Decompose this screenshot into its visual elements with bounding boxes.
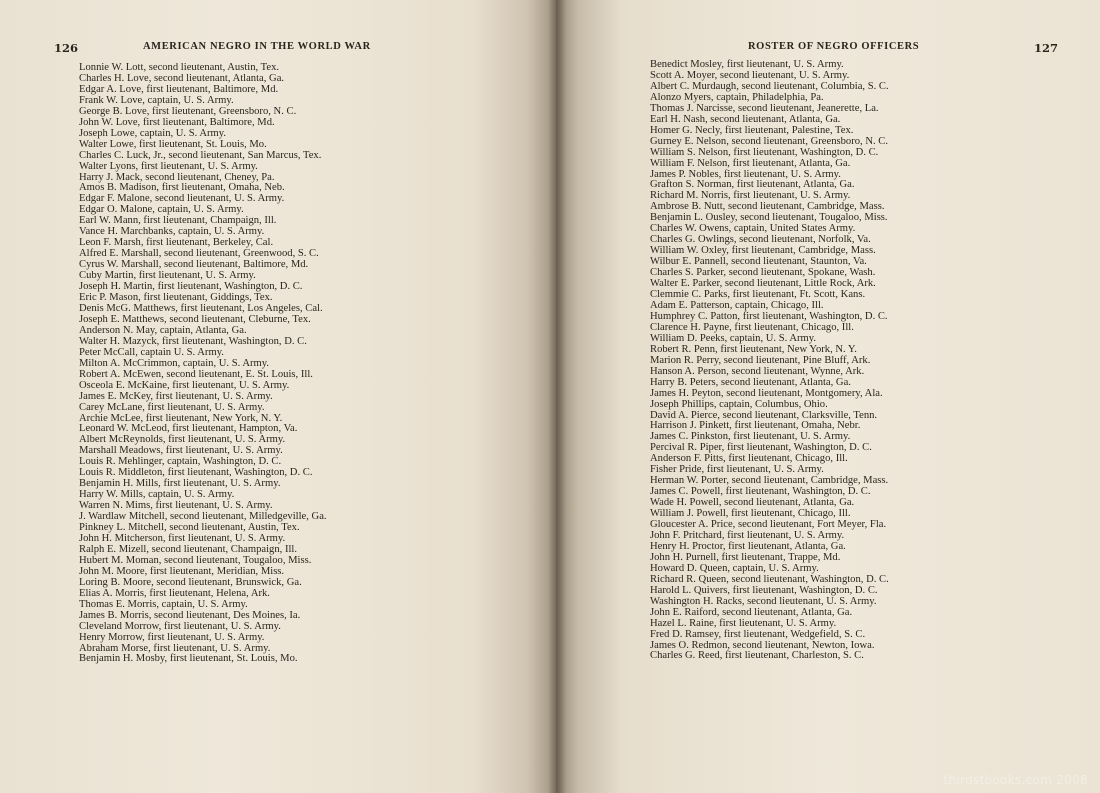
roster-entry: Charles H. Love, second lieutenant, Atlanta, Ga.	[79, 72, 285, 84]
roster-entry: Earl W. Mann, first lieutenant, Champaign, Ill.	[79, 215, 277, 227]
roster-entry: Herman W. Porter, second lieutenant, Cambridge, Mass.	[650, 475, 889, 487]
roster-entry: Wilbur E. Pannell, second lieutenant, Staunton, Va.	[650, 256, 867, 268]
watermark: thirdstbooks.com 2008	[943, 773, 1088, 787]
roster-entry: Henry H. Proctor, first lieutenant, Atlanta, Ga.	[650, 540, 846, 552]
roster-entry: Loring B. Moore, second lieutenant, Brunswick, Ga.	[79, 576, 302, 588]
roster-entry: James C. Pinkston, first lieutenant, U. S. Army.	[650, 431, 851, 443]
roster-entry: Joseph E. Matthews, second lieutenant, Cleburne, Tex.	[79, 313, 311, 325]
running-head: ROSTER OF NEGRO OFFICERS	[748, 41, 920, 52]
roster-entry: Percival R. Piper, first lieutenant, Washington, D. C.	[650, 442, 872, 454]
roster-entry: Louis R. Mehlinger, captain, Washington, D. C.	[79, 456, 282, 468]
roster-entry: Walter Lowe, first lieutenant, St. Louis, Mo.	[79, 138, 267, 150]
roster-entry: Denis McG. Matthews, first lieutenant, Los Angeles, Cal.	[79, 302, 323, 314]
roster-entry: Carey McLane, first lieutenant, U. S. Army.	[79, 401, 265, 413]
roster-entry: Charles G. Reed, first lieutenant, Charleston, S. C.	[650, 650, 864, 662]
roster-entry: Elias A. Morris, first lieutenant, Helena, Ark.	[79, 587, 270, 599]
roster-entry: Alonzo Myers, captain, Philadelphia, Pa.	[650, 91, 824, 103]
roster-entry: Leon F. Marsh, first lieutenant, Berkeley, Cal.	[79, 237, 274, 249]
roster-entry: Lonnie W. Lott, second lieutenant, Austin, Tex.	[79, 62, 280, 73]
roster-entry: James H. Peyton, second lieutenant, Montgomery, Ala.	[650, 387, 883, 399]
roster-entry: Benedict Mosley, first lieutenant, U. S. Army.	[650, 59, 844, 70]
roster-entry: John E. Raiford, second lieutenant, Atlanta, Ga.	[650, 606, 853, 618]
roster-entry: Henry Morrow, first lieutenant, U. S. Army.	[79, 631, 265, 643]
roster-entry: George B. Love, first lieutenant, Greensboro, N. C.	[79, 105, 297, 117]
roster-entry: Peter McCall, captain U. S. Army.	[79, 346, 224, 358]
roster-entry: Benjamin L. Ousley, second lieutenant, Tougaloo, Miss.	[650, 212, 888, 224]
roster-entry: Hubert M. Moman, second lieutenant, Tougaloo, Miss.	[79, 554, 312, 566]
roster-entry: Cyrus W. Marshall, second lieutenant, Baltimore, Md.	[79, 259, 309, 271]
roster-entry: John F. Pritchard, first lieutenant, U. S. Army.	[650, 529, 845, 541]
roster-entry: Cuby Martin, first lieutenant, U. S. Army.	[79, 270, 256, 282]
roster-entry: Harry W. Mills, captain, U. S. Army.	[79, 489, 235, 501]
roster-entry: Harry J. Mack, second lieutenant, Cheney, Pa.	[79, 171, 275, 183]
roster-entry: Vance H. Marchbanks, captain, U. S. Army.	[79, 226, 265, 238]
roster-entry: Fred D. Ramsey, first lieutenant, Wedgefield, S. C.	[650, 628, 866, 640]
roster-entry: Harold L. Quivers, first lieutenant, Washington, D. C.	[650, 584, 878, 596]
page-number: 127	[1034, 41, 1059, 55]
roster-entry: Leonard W. McLeod, first lieutenant, Hampton, Va.	[79, 423, 298, 435]
roster-entry: Abraham Morse, first lieutenant, U. S. Army.	[79, 642, 271, 654]
roster-entry: Thomas J. Narcisse, second lieutenant, Jeanerette, La.	[650, 102, 879, 114]
roster-entry: Robert R. Penn, first lieutenant, New York, N. Y.	[650, 343, 857, 355]
roster-entry: Osceola E. McKaine, first lieutenant, U. S. Army.	[79, 379, 290, 391]
roster-entry: Gloucester A. Price, second lieutenant, Fort Meyer, Fla.	[650, 519, 887, 531]
roster-entry: Hanson A. Person, second lieutenant, Wynne, Ark.	[650, 365, 865, 377]
roster-entry: Archie McLee, first lieutenant, New York, N. Y.	[79, 412, 283, 424]
roster-entry: Anderson N. May, captain, Atlanta, Ga.	[79, 324, 247, 336]
roster-entry: John M. Moore, first lieutenant, Meridian, Miss.	[79, 565, 285, 577]
roster-entry: Cleveland Morrow, first lieutenant, U. S. Army.	[79, 620, 281, 632]
roster-entry: John W. Love, first lieutenant, Baltimore, Md.	[79, 116, 275, 128]
roster-entry: Milton A. McCrimmon, captain, U. S. Army.	[79, 357, 269, 369]
roster-entry: Hazel L. Raine, first lieutenant, U. S. Army.	[650, 617, 837, 629]
roster-entry: Ralph E. Mizell, second lieutenant, Champaign, Ill.	[79, 543, 298, 555]
roster-entry: James C. Powell, first lieutenant, Washington, D. C.	[650, 486, 871, 498]
roster-entry: Adam E. Patterson, captain, Chicago, Ill.	[650, 299, 824, 311]
running-head: AMERICAN NEGRO IN THE WORLD WAR	[143, 41, 371, 52]
roster-entry: Scott A. Moyer, second lieutenant, U. S. Army.	[650, 69, 850, 81]
roster-entry: Richard M. Norris, first lieutenant, U. S. Army.	[650, 190, 851, 202]
roster-entry: Benjamin H. Mosby, first lieutenant, St. Louis, Mo.	[79, 653, 298, 665]
roster-entry: Joseph Phillips, captain, Columbus, Ohio.	[650, 398, 828, 410]
roster-entry: Robert A. McEwen, second lieutenant, E. St. Louis, Ill.	[79, 368, 313, 380]
roster-entry: Edgar O. Malone, captain, U. S. Army.	[79, 204, 244, 216]
roster-list	[650, 60, 889, 662]
roster-entry: Albert McReynolds, first lieutenant, U. S. Army.	[79, 434, 286, 446]
roster-entry: Humphrey C. Patton, first lieutenant, Washington, D. C.	[650, 310, 888, 322]
roster-entry: Charles S. Parker, second lieutenant, Spokane, Wash.	[650, 267, 876, 279]
roster-entry: Grafton S. Norman, first lieutenant, Atlanta, Ga.	[650, 179, 855, 191]
roster-entry: Joseph Lowe, captain, U. S. Army.	[79, 127, 227, 139]
roster-entry: James O. Redmon, second lieutenant, Newton, Iowa.	[650, 639, 875, 651]
book-gutter	[548, 0, 566, 793]
roster-entry: Gurney E. Nelson, second lieutenant, Greensboro, N. C.	[650, 135, 889, 147]
roster-entry: William D. Peeks, captain, U. S. Army.	[650, 332, 817, 344]
roster-entry: Harry B. Peters, second lieutenant, Atlanta, Ga.	[650, 376, 851, 388]
roster-entry: Richard R. Queen, second lieutenant, Washington, D. C.	[650, 573, 889, 585]
roster-entry: James P. Nobles, first lieutenant, U. S. Army.	[650, 168, 841, 180]
roster-entry: Charles C. Luck, Jr., second lieutenant, San Marcus, Tex.	[79, 149, 322, 161]
roster-entry: Edgar F. Malone, second lieutenant, U. S. Army.	[79, 193, 285, 205]
roster-entry: Walter H. Mazyck, first lieutenant, Washington, D. C.	[79, 335, 307, 347]
roster-entry: Howard D. Queen, captain, U. S. Army.	[650, 562, 819, 574]
roster-entry: Marshall Meadows, first lieutenant, U. S. Army.	[79, 445, 283, 457]
right-page	[556, 0, 1100, 793]
roster-entry: William S. Nelson, first lieutenant, Washington, D. C.	[650, 146, 879, 158]
roster-entry: James E. McKey, first lieutenant, U. S. Army.	[79, 390, 273, 402]
roster-entry: David A. Pierce, second lieutenant, Clarksville, Tenn.	[650, 409, 878, 421]
roster-entry: Pinkney L. Mitchell, second lieutenant, Austin, Tex.	[79, 522, 300, 534]
roster-entry: J. Wardlaw Mitchell, second lieutenant, Milledgeville, Ga.	[79, 511, 327, 523]
roster-entry: William J. Powell, first lieutenant, Chicago, Ill.	[650, 508, 851, 520]
roster-entry: Louis R. Middleton, first lieutenant, Washington, D. C.	[79, 467, 313, 479]
roster-entry: Ambrose B. Nutt, second lieutenant, Cambridge, Mass.	[650, 201, 885, 213]
roster-entry: Walter Lyons, first lieutenant, U. S. Army.	[79, 160, 258, 172]
roster-entry: Earl H. Nash, second lieutenant, Atlanta, Ga.	[650, 113, 841, 125]
roster-entry: Charles W. Owens, captain, United States Army.	[650, 223, 856, 235]
roster-entry: Thomas E. Morris, captain, U. S. Army.	[79, 598, 248, 610]
roster-list	[79, 63, 327, 665]
roster-entry: Amos B. Madison, first lieutenant, Omaha, Neb.	[79, 182, 285, 194]
page-number: 126	[54, 41, 79, 55]
roster-entry: Washington H. Racks, second lieutenant, U. S. Army.	[650, 595, 877, 607]
roster-entry: William F. Nelson, first lieutenant, Atlanta, Ga.	[650, 157, 851, 169]
roster-entry: Joseph H. Martin, first lieutenant, Washington, D. C.	[79, 281, 303, 293]
roster-entry: John H. Purnell, first lieutenant, Trappe, Md.	[650, 551, 841, 563]
roster-entry: Warren N. Mims, first lieutenant, U. S. Army.	[79, 500, 273, 512]
roster-entry: Homer G. Necly, first lieutenant, Palestine, Tex.	[650, 124, 854, 136]
roster-entry: Harrison J. Pinkett, first lieutenant, Omaha, Nebr.	[650, 420, 861, 432]
roster-entry: Benjamin H. Mills, first lieutenant, U. S. Army.	[79, 478, 281, 490]
roster-entry: John H. Mitcherson, first lieutenant, U. S. Army.	[79, 532, 286, 544]
roster-entry: Frank W. Love, captain, U. S. Army.	[79, 94, 234, 106]
roster-entry: Walter E. Parker, second lieutenant, Little Rock, Ark.	[650, 278, 876, 290]
roster-entry: Edgar A. Love, first lieutenant, Baltimore, Md.	[79, 83, 279, 95]
roster-entry: Clarence H. Payne, first lieutenant, Chicago, Ill.	[650, 321, 854, 333]
roster-entry: Fisher Pride, first lieutenant, U. S. Army.	[650, 464, 824, 476]
roster-entry: Wade H. Powell, second lieutenant, Atlanta, Ga.	[650, 497, 855, 509]
roster-entry: James B. Morris, second lieutenant, Des Moines, Ia.	[79, 609, 301, 621]
roster-entry: Albert C. Murdaugh, second lieutenant, Columbia, S. C.	[650, 80, 889, 92]
roster-entry: Charles G. Owlings, second lieutenant, Norfolk, Va.	[650, 234, 871, 246]
roster-entry: Clemmie C. Parks, first lieutenant, Ft. Scott, Kans.	[650, 289, 866, 301]
roster-entry: Marion R. Perry, second lieutenant, Pine Bluff, Ark.	[650, 354, 871, 366]
roster-entry: Eric P. Mason, first lieutenant, Giddings, Tex.	[79, 292, 273, 304]
roster-entry: William W. Oxley, first lieutenant, Cambridge, Mass.	[650, 245, 876, 257]
roster-entry: Anderson F. Pitts, first lieutenant, Chicago, Ill.	[650, 453, 848, 465]
roster-entry: Alfred E. Marshall, second lieutenant, Greenwood, S. C.	[79, 248, 319, 260]
